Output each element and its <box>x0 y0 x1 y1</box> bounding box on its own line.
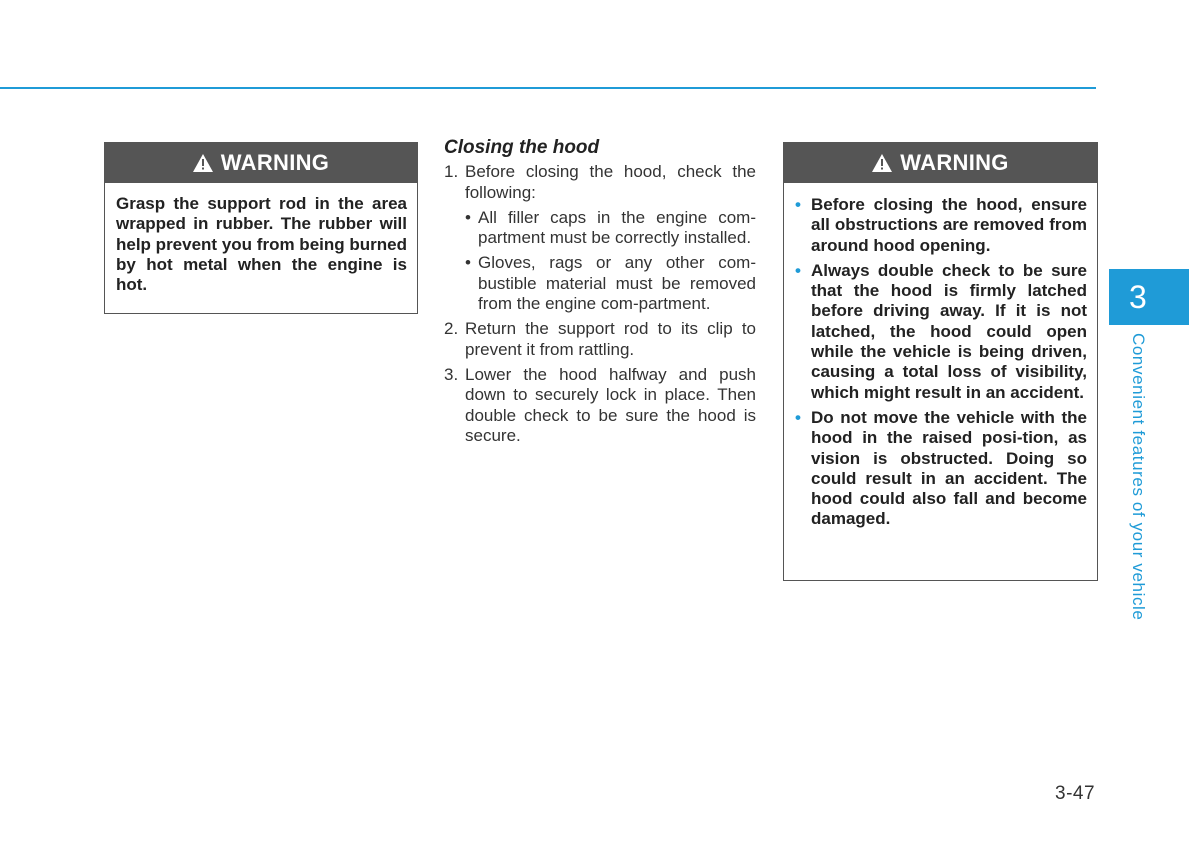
warning-title: WARNING <box>220 150 330 175</box>
sub-item <box>444 253 756 314</box>
bullet: • <box>465 207 471 227</box>
chapter-title: Convenient features of your vehicle <box>1129 333 1148 621</box>
warning-item-text: Before closing the hood, ensure all obstructions are removed from around hood opening. <box>811 195 1087 255</box>
warning-header-right <box>784 143 1097 183</box>
chapter-number: 3 <box>1129 278 1147 315</box>
step-number: 2. <box>444 319 459 339</box>
step-item <box>444 319 756 360</box>
step-number: 1. <box>444 162 459 182</box>
page-number: 3-47 <box>1055 783 1096 804</box>
section-heading: Closing the hood <box>444 137 600 158</box>
step-number: 3. <box>444 364 459 384</box>
step-item <box>444 162 756 203</box>
header-rule <box>0 87 1096 89</box>
bullet: • <box>795 260 801 280</box>
step-text: Lower the hood halfway and push down to securely lock in place. Then double check to be sure the hood is secure. <box>465 364 756 445</box>
bullet: • <box>795 407 801 427</box>
warning-item <box>794 261 1087 403</box>
sub-item-text: All filler caps in the engine com-partment must be correctly installed. <box>478 207 756 248</box>
chapter-tab <box>1109 269 1189 325</box>
bullet: • <box>465 253 471 273</box>
warning-header-left <box>105 143 417 183</box>
warning-triangle-icon <box>193 154 213 172</box>
warning-text: Grasp the support rod in the area wrapped in rubber. The rubber will help prevent you from being burned by hot metal when the engine is hot. <box>116 194 407 295</box>
closing-hood-section <box>444 138 756 451</box>
warning-title: WARNING <box>900 150 1009 175</box>
sub-item <box>444 208 756 249</box>
warning-item-text: Always double check to be sure that the hood is firmly latched before driving away. If it is not latched, the hood could open while the vehicle is being driven, causing a total loss of visibility, which might result in an accident. <box>811 260 1087 402</box>
warning-triangle-icon <box>872 154 892 172</box>
warning-box-left <box>104 142 418 314</box>
warning-box-right <box>783 142 1098 581</box>
step-item <box>444 365 756 446</box>
warning-item <box>794 408 1087 530</box>
bullet: • <box>795 195 801 214</box>
step-text: Return the support rod to its clip to prevent it from rattling. <box>465 319 756 359</box>
step-text: Before closing the hood, check the following: <box>465 162 756 202</box>
sub-item-text: Gloves, rags or any other com-bustible material must be removed from the engine com-partment. <box>478 253 756 314</box>
warning-item <box>794 195 1087 256</box>
warning-list <box>784 183 1097 530</box>
warning-item-text: Do not move the vehicle with the hood in the raised posi-tion, as vision is obstructed. Doing so could result in an accident. The hood could also fall and become damaged. <box>811 407 1087 529</box>
